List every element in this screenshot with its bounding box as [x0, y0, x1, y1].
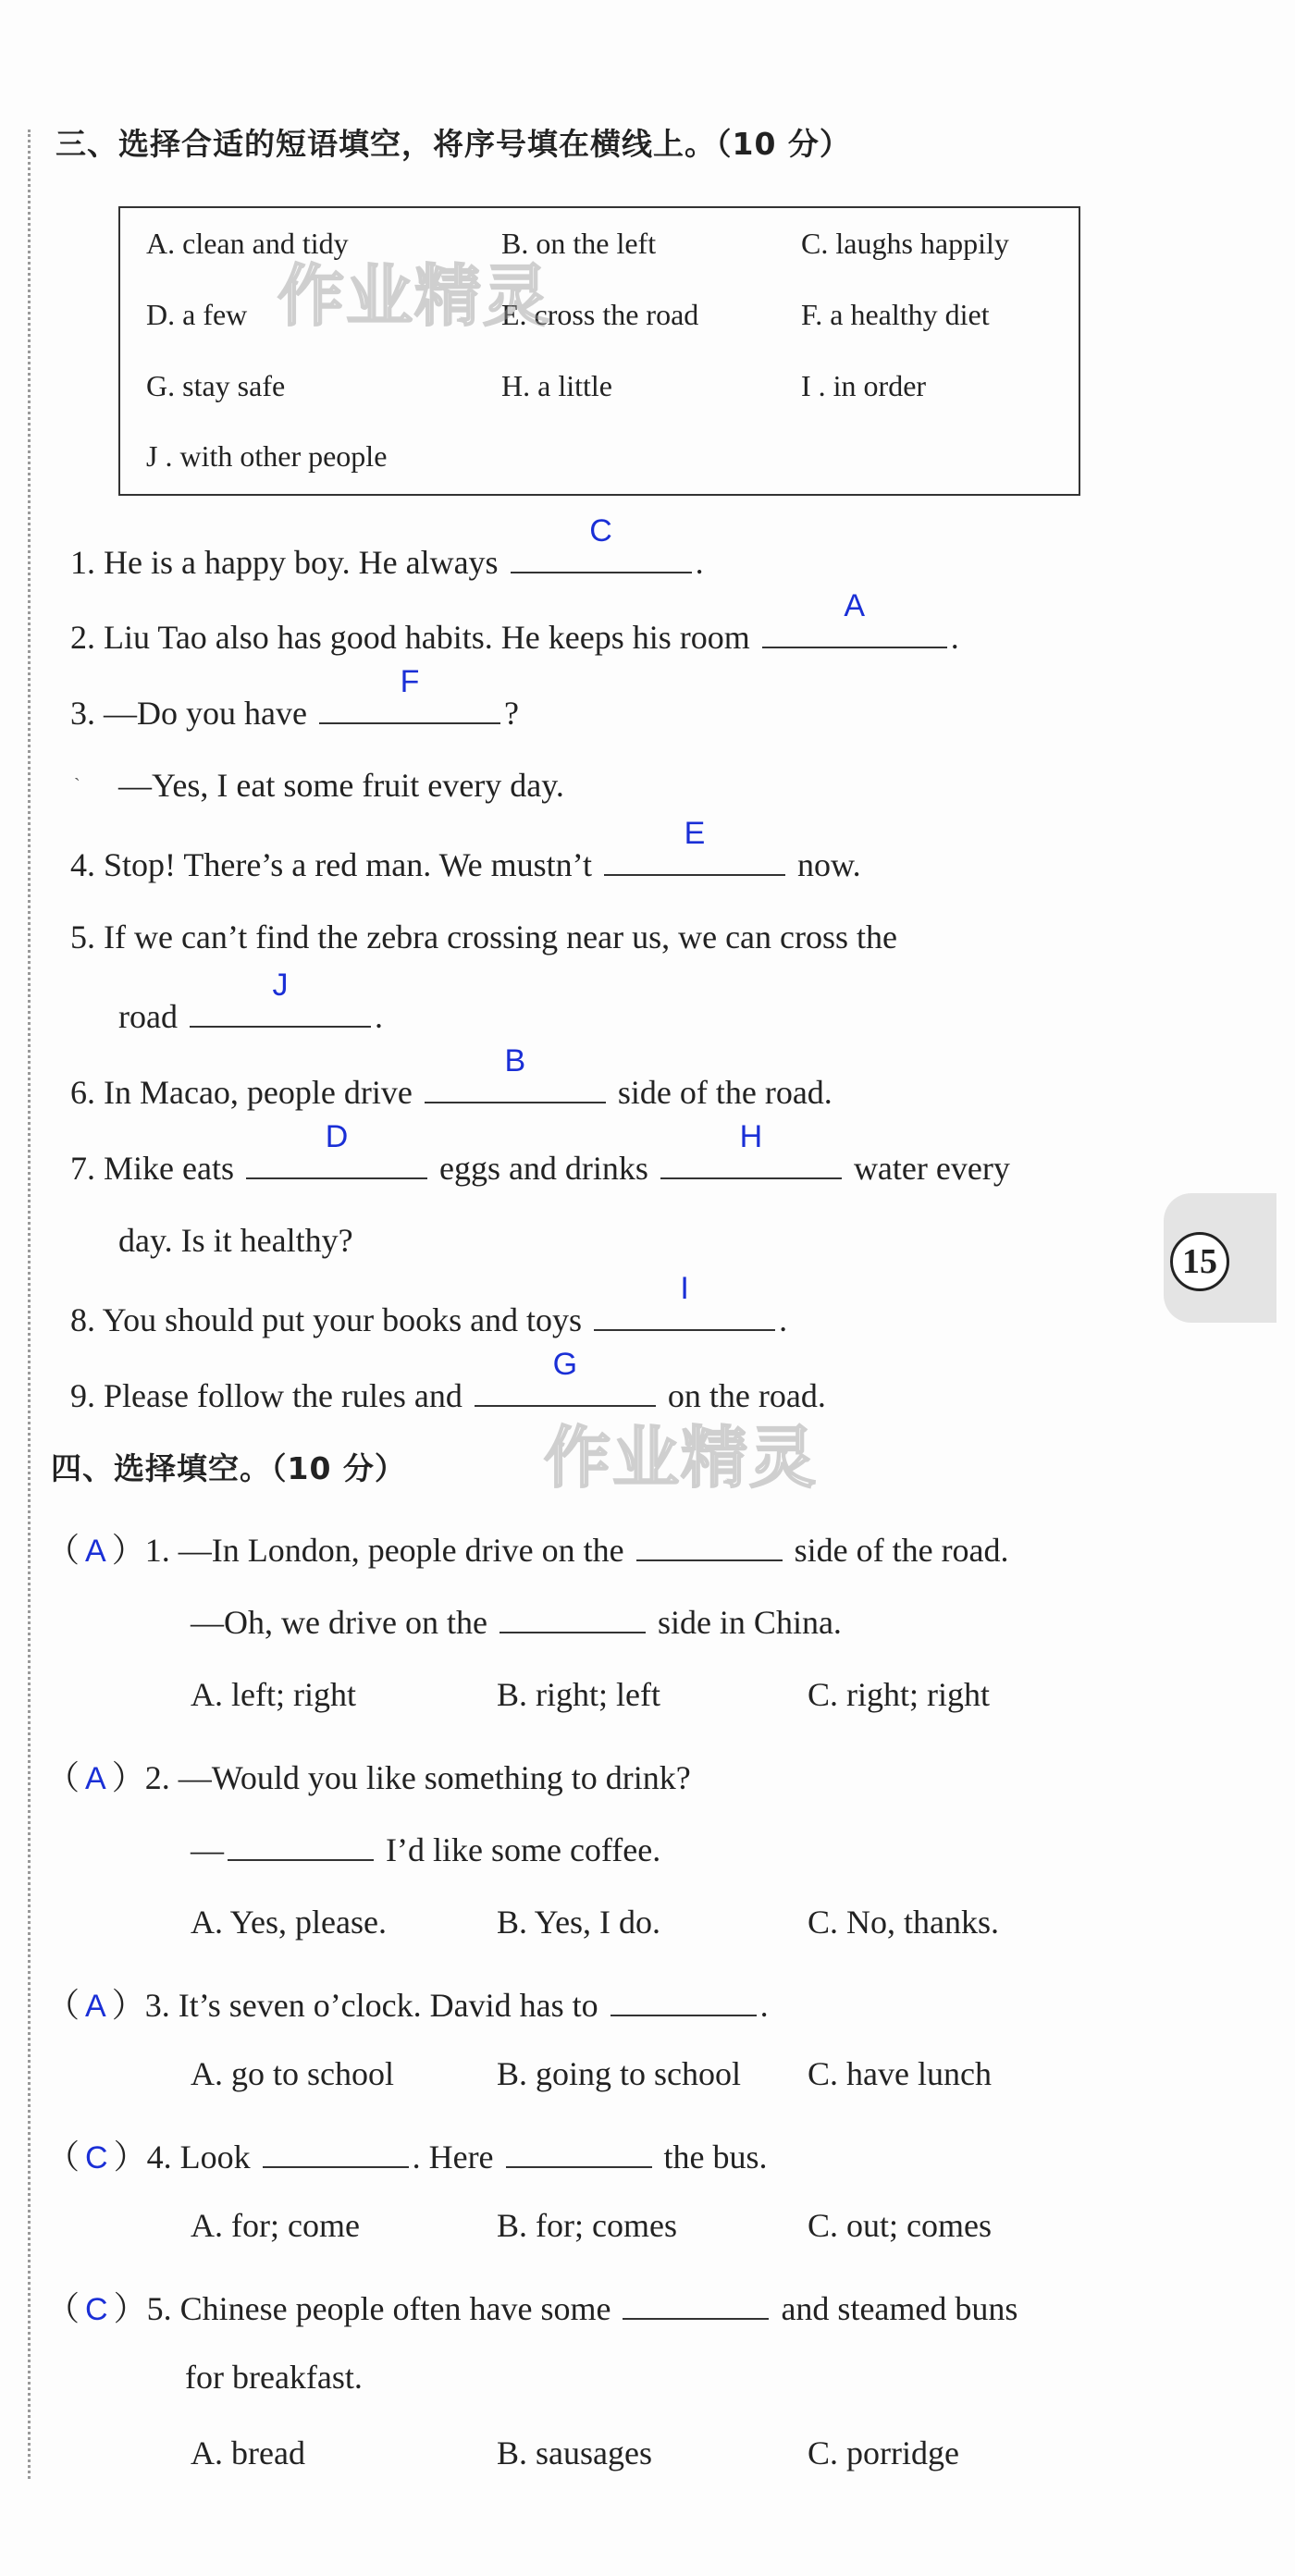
- watermark: 作业精灵: [278, 257, 552, 335]
- question-number: 7.: [70, 1150, 95, 1187]
- choice-c: C. porridge: [808, 2434, 959, 2471]
- question-6: [70, 1043, 832, 1111]
- answer-text: E: [684, 816, 706, 851]
- question-4: [70, 816, 861, 883]
- answer-blank: [594, 1271, 775, 1331]
- answer-blank: [190, 968, 371, 1028]
- section4-heading: 四、选择填空。（10 分）: [51, 1450, 406, 1486]
- option-d: D. a few: [146, 298, 248, 331]
- choice-a: A. left; right: [191, 1676, 356, 1713]
- question-text: ?: [503, 695, 519, 732]
- option-g: G. stay safe: [146, 369, 286, 402]
- question-number: 6.: [70, 1074, 95, 1111]
- answer-blank: [604, 816, 785, 876]
- question-text: Liu Tao also has good habits. He keeps his room: [104, 619, 750, 656]
- mc-item-2-line2: [191, 1828, 660, 1868]
- question-text: It’s seven o’clock. David has to: [178, 1987, 598, 2024]
- question-number: 4.: [70, 846, 95, 883]
- question-3-reply: —Yes, I eat some fruit every day.: [118, 767, 564, 804]
- question-text: In Macao, people drive: [104, 1074, 413, 1111]
- choice-c: C. No, thanks.: [808, 1904, 999, 1941]
- question-text: water every: [853, 1150, 1010, 1187]
- question-number: 2.: [70, 619, 95, 656]
- question-text: and steamed buns: [781, 2290, 1018, 2327]
- question-text: side of the road.: [617, 1074, 832, 1111]
- answer-text: H: [739, 1119, 763, 1154]
- answer-blank: [506, 2135, 652, 2168]
- question-text: .: [950, 619, 959, 656]
- question-text: side in China.: [657, 1604, 842, 1641]
- mc-item-2: （ A ）2. —Would you like something to drink?: [46, 1759, 691, 1796]
- question-text: .: [374, 998, 383, 1035]
- question-text: eggs and drinks: [438, 1150, 648, 1187]
- answer-blank: [636, 1528, 783, 1561]
- question-text: the bus.: [663, 2138, 768, 2175]
- choice-a: A. bread: [191, 2434, 305, 2471]
- question-number: 1.: [144, 1532, 170, 1569]
- choice-a: A. Yes, please.: [191, 1904, 387, 1941]
- mc-item-1-line2: [191, 1600, 842, 1641]
- question-text: .: [779, 1301, 788, 1338]
- option-b: B. on the left: [501, 227, 657, 260]
- choice-a: A. for; come: [191, 2207, 360, 2244]
- question-text: —Do you have: [104, 695, 307, 732]
- question-number: 5.: [70, 918, 95, 955]
- answer-text: C: [589, 513, 612, 548]
- answer-blank: [319, 664, 500, 724]
- answer-text: J: [272, 968, 289, 1003]
- answer-text: C: [85, 2140, 108, 2175]
- answer-text: A: [844, 588, 866, 623]
- question-7-line2: day. Is it healthy?: [118, 1222, 353, 1259]
- answer-text: B: [504, 1043, 526, 1078]
- answer-blank: [246, 1119, 427, 1179]
- section3-heading: 三、选择合适的短语填空，将序号填在横线上。（10 分）: [56, 126, 851, 162]
- answer-blank: [660, 1119, 842, 1179]
- answer-text: A: [85, 1534, 106, 1569]
- question-number: 9.: [70, 1377, 95, 1414]
- question-number: 4.: [146, 2138, 172, 2175]
- question-8: [70, 1271, 788, 1338]
- mc-item-3: （ A ）3. It’s seven o’clock. David has to .: [46, 1979, 769, 2027]
- answer-text: F: [400, 664, 420, 699]
- question-text: . Here: [412, 2138, 494, 2175]
- answer-text: G: [552, 1347, 578, 1382]
- answer-blank: [610, 1983, 757, 2016]
- question-text: road: [118, 998, 178, 1035]
- question-3: [70, 664, 519, 732]
- question-text: now.: [797, 846, 861, 883]
- choice-c: C. right; right: [808, 1676, 990, 1713]
- question-text: You should put your books and toys: [102, 1301, 583, 1338]
- question-text: I’d like some coffee.: [386, 1831, 661, 1868]
- choice-c: C. have lunch: [808, 2055, 992, 2092]
- option-i: I . in order: [801, 369, 927, 402]
- choice-b: B. right; left: [497, 1676, 660, 1713]
- question-text: Chinese people often have some: [179, 2290, 611, 2327]
- option-f: F. a healthy diet: [801, 298, 990, 331]
- answer-text: A: [85, 1761, 106, 1796]
- question-text: Stop! There’s a red man. We mustn’t: [104, 846, 593, 883]
- option-j: J . with other people: [146, 439, 388, 473]
- choice-b: B. Yes, I do.: [497, 1904, 661, 1941]
- answer-text: A: [85, 1989, 106, 2024]
- question-text: —: [191, 1831, 224, 1868]
- question-1: [70, 513, 704, 581]
- page-number: 15: [1170, 1232, 1229, 1291]
- answer-text: D: [325, 1119, 349, 1154]
- option-h: H. a little: [501, 369, 612, 402]
- stray-mark: `: [74, 775, 80, 795]
- question-number: 5.: [146, 2290, 172, 2327]
- question-text: If we can’t find the zebra crossing near us, we can cross the: [104, 918, 897, 955]
- choice-b: B. sausages: [497, 2434, 652, 2471]
- answer-blank: [762, 588, 947, 648]
- watermark: 作业精灵: [544, 1419, 819, 1497]
- question-text: side of the road.: [794, 1532, 1009, 1569]
- option-a: A. clean and tidy: [146, 227, 349, 260]
- answer-blank: [623, 2286, 769, 2320]
- answer-blank: [425, 1043, 606, 1103]
- answer-blank: [263, 2135, 409, 2168]
- question-5-line2: [118, 968, 383, 1035]
- mc-item-5: （ C ）5. Chinese people often have some and steamed buns: [46, 2283, 1018, 2330]
- phrase-options-box: [118, 206, 1080, 496]
- question-text: Mike eats: [104, 1150, 234, 1187]
- answer-text: I: [680, 1271, 689, 1306]
- answer-blank: [511, 513, 692, 573]
- margin-dotted-line: [28, 129, 31, 2479]
- mc-item-4: （ C ）4. Look . Here the bus.: [46, 2131, 768, 2178]
- option-e: E. cross the road: [501, 298, 699, 331]
- choice-b: B. for; comes: [497, 2207, 677, 2244]
- question-number: 3.: [144, 1987, 170, 2024]
- question-number: 2.: [144, 1759, 170, 1796]
- question-number: 8.: [70, 1301, 95, 1338]
- question-text: —Would you like something to drink?: [178, 1759, 691, 1796]
- question-number: 1.: [70, 544, 95, 581]
- question-text: Look: [179, 2138, 251, 2175]
- question-text: —Oh, we drive on the: [191, 1604, 487, 1641]
- question-text: on the road.: [667, 1377, 826, 1414]
- mc-item-1: （ A ）1. —In London, people drive on the side of the road.: [46, 1524, 1009, 1571]
- choice-b: B. going to school: [497, 2055, 742, 2092]
- question-text: .: [695, 544, 704, 581]
- question-text: He is a happy boy. He always: [104, 544, 499, 581]
- choice-c: C. out; comes: [808, 2207, 992, 2244]
- question-2: [70, 588, 959, 656]
- question-number: 3.: [70, 695, 95, 732]
- answer-blank: [475, 1347, 656, 1407]
- question-5: [70, 918, 897, 955]
- answer-blank: [500, 1600, 646, 1633]
- option-c: C. laughs happily: [801, 227, 1009, 260]
- choice-a: A. go to school: [191, 2055, 394, 2092]
- question-text: —In London, people drive on the: [178, 1532, 624, 1569]
- question-text: .: [759, 1987, 769, 2024]
- question-text: Please follow the rules and: [104, 1377, 462, 1414]
- answer-blank: [228, 1828, 374, 1861]
- answer-text: C: [85, 2292, 108, 2327]
- question-7: [70, 1119, 1010, 1187]
- mc-item-5-line2: for breakfast.: [185, 2359, 363, 2396]
